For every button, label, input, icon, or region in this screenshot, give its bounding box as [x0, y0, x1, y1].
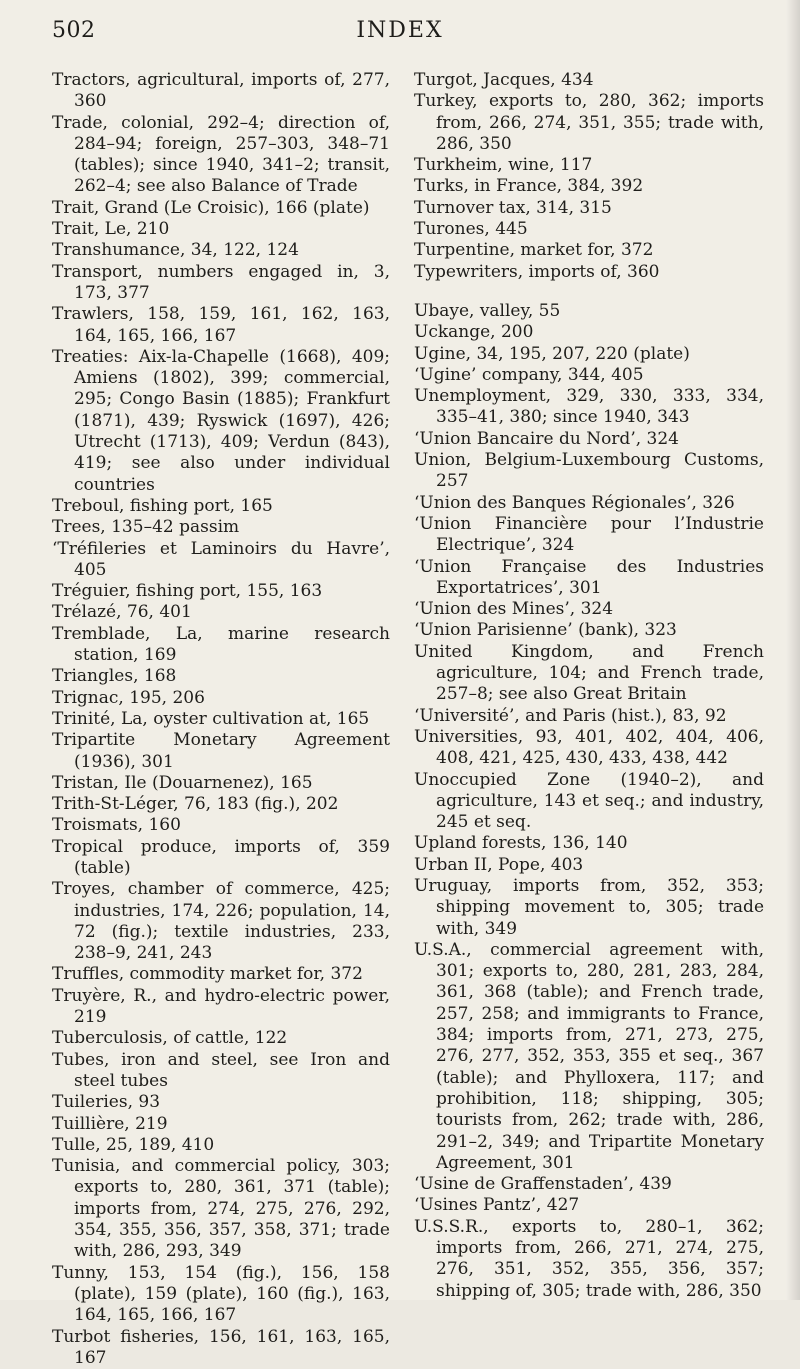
index-entry: ‘Union Bancaire du Nord’, 324: [414, 428, 679, 449]
index-entry: Transport, numbers engaged in, 3, 173, 377: [52, 261, 390, 303]
index-entry: ‘Ugine’ company, 344, 405: [414, 364, 644, 385]
index-entry: Typewriters, imports of, 360: [414, 261, 660, 282]
index-entry: Trees, 135–42 passim: [52, 517, 240, 538]
index-entry: Troismats, 160: [52, 815, 181, 836]
index-entry: Turpentine, market for, 372: [414, 240, 654, 261]
index-entry: Unoccupied Zone (1940–2), and agriculture, 143 et seq.; and industry, 245 et seq.: [414, 769, 764, 833]
index-entry: Tunisia, and commercial policy, 303; exports to, 280, 361, 371 (table); imports from, 274, 275, 276, 292, 354, 355, 356, 357, 358, 371; trade with, 286, 293, 349: [52, 1156, 390, 1262]
index-entry: Tractors, agricultural, imports of, 277, 360: [52, 70, 390, 112]
index-entry: Turbot fisheries, 156, 161, 163, 165, 167: [52, 1326, 390, 1368]
index-entry: ‘Union Parisienne’ (bank), 323: [414, 620, 677, 641]
index-entry: Tréguier, fishing port, 155, 163: [52, 581, 323, 602]
index-entry: Treaties: Aix-la-Chapelle (1668), 409; Amiens (1802), 399; commercial, 295; Congo Basin (1885); Frankfurt (1871), 439; Ryswick (1697), 426; Utrecht (1713), 409; Verdun (843), 419; see also under individual countries: [52, 346, 390, 495]
index-entry: U.S.S.R., exports to, 280–1, 362; imports from, 266, 271, 274, 275, 276, 351, 352, 355, 356, 357; shipping of, 305; trade with, 286, 350: [414, 1216, 764, 1301]
index-entry: Trith-St-Léger, 76, 183 (fig.), 202: [52, 794, 339, 815]
index-entry: Trignac, 195, 206: [52, 687, 205, 708]
index-entry: Turones, 445: [414, 219, 528, 240]
index-entry: Turnover tax, 314, 315: [414, 197, 612, 218]
index-entry: Tremblade, La, marine research station, 169: [52, 623, 390, 666]
page-edge-shadow: [786, 0, 800, 1300]
index-entry: ‘Union des Mines’, 324: [414, 599, 614, 620]
index-entry: Tulle, 25, 189, 410: [52, 1134, 215, 1155]
index-entry: Troyes, chamber of commerce, 425; industries, 174, 226; population, 14, 72 (fig.); textile industries, 233, 238–9, 241, 243: [52, 879, 390, 964]
index-column-right: [414, 70, 764, 1302]
index-entry: Tubes, iron and steel, see Iron and steel tubes: [52, 1049, 390, 1091]
running-head: INDEX: [356, 18, 444, 43]
index-entry: Triangles, 168: [52, 666, 177, 687]
index-entry: Turkheim, wine, 117: [414, 155, 593, 176]
index-entry: Urban II, Pope, 403: [414, 854, 584, 875]
index-entry: Trawlers, 158, 159, 161, 162, 163, 164, 165, 166, 167: [52, 304, 390, 346]
index-entry: Turks, in France, 384, 392: [414, 176, 644, 197]
index-entry: Tuileries, 93: [52, 1092, 161, 1113]
index-entry: Turkey, exports to, 280, 362; imports from, 266, 274, 351, 355; trade with, 286, 350: [414, 91, 764, 154]
index-entry: ‘Union Française des Industries Exportatrices’, 301: [414, 556, 764, 598]
index-entry: Uckange, 200: [414, 322, 534, 343]
index-entry: Turgot, Jacques, 434: [414, 70, 594, 90]
index-entry: Trade, colonial, 292–4; direction of, 284–94; foreign, 257–303, 348–71 (tables); since 1940, 341–2; transit, 262–4; see also Balance of Trade: [52, 112, 390, 197]
index-entry: Unemployment, 329, 330, 333, 334, 335–41, 380; since 1940, 343: [414, 386, 764, 428]
index-entry: Truyère, R., and hydro-electric power, 219: [52, 985, 390, 1028]
index-entry: Treboul, fishing port, 165: [52, 495, 273, 516]
index-entry: Trélazé, 76, 401: [52, 602, 192, 623]
index-entry: Tuberculosis, of cattle, 122: [52, 1028, 288, 1049]
index-entry: Trait, Le, 210: [52, 219, 170, 240]
index-entry: Trait, Grand (Le Croisic), 166 (plate): [52, 197, 370, 218]
index-entry: Union, Belgium-Luxembourg Customs, 257: [414, 450, 764, 492]
index-entry: Upland forests, 136, 140: [414, 833, 628, 854]
index-entry: ‘Tréfileries et Laminoirs du Havre’, 405: [52, 538, 390, 580]
index-entry: Ugine, 34, 195, 207, 220 (plate): [414, 343, 690, 364]
index-entry: ‘Usine de Graffenstaden’, 439: [414, 1174, 672, 1195]
index-entry: Universities, 93, 401, 402, 404, 406, 408, 421, 425, 430, 433, 438, 442: [414, 726, 764, 769]
index-entry: Ubaye, valley, 55: [414, 300, 561, 321]
index-entry: Tuillière, 219: [52, 1113, 168, 1134]
index-column-left: [52, 70, 390, 1369]
index-entry: Uruguay, imports from, 352, 353; shipping movement to, 305; trade with, 349: [414, 875, 764, 939]
index-entry: Tropical produce, imports of, 359 (table): [52, 836, 390, 878]
index-entry: ‘Université’, and Paris (hist.), 83, 92: [414, 705, 727, 726]
index-entry: Tristan, Ile (Douarnenez), 165: [52, 772, 313, 793]
index-entry: Transhumance, 34, 122, 124: [52, 240, 299, 261]
index-entry: ‘Union Financière pour l’Industrie Electrique’, 324: [414, 513, 764, 556]
index-entry: Tunny, 153, 154 (fig.), 156, 158 (plate), 159 (plate), 160 (fig.), 163, 164, 165, 166, 167: [52, 1262, 390, 1326]
index-entry: United Kingdom, and French agriculture, 104; and French trade, 257–8; see also Great Britain: [414, 641, 764, 705]
index-entry: Truffles, commodity market for, 372: [52, 964, 363, 985]
index-entry: Tripartite Monetary Agreement (1936), 301: [52, 730, 390, 772]
index-entry: U.S.A., commercial agreement with, 301; exports to, 280, 281, 283, 284, 361, 368 (table); and French trade, 257, 258; and immigrants to France, 384; imports from, 271, 273, 275, 276, 277, 352, 353, 355 et seq., 367 (table); and Phylloxera, 117; and prohibition, 118; shipping, 305; tourists from, 262; trade with, 286, 291–2, 349; and Tripartite Monetary Agreement, 301: [414, 939, 764, 1173]
index-entry: Trinité, La, oyster cultivation at, 165: [52, 708, 370, 729]
index-entry: ‘Union des Banques Régionales’, 326: [414, 492, 735, 513]
page-number: 502: [52, 18, 96, 43]
index-entry: ‘Usines Pantz’, 427: [414, 1195, 580, 1216]
